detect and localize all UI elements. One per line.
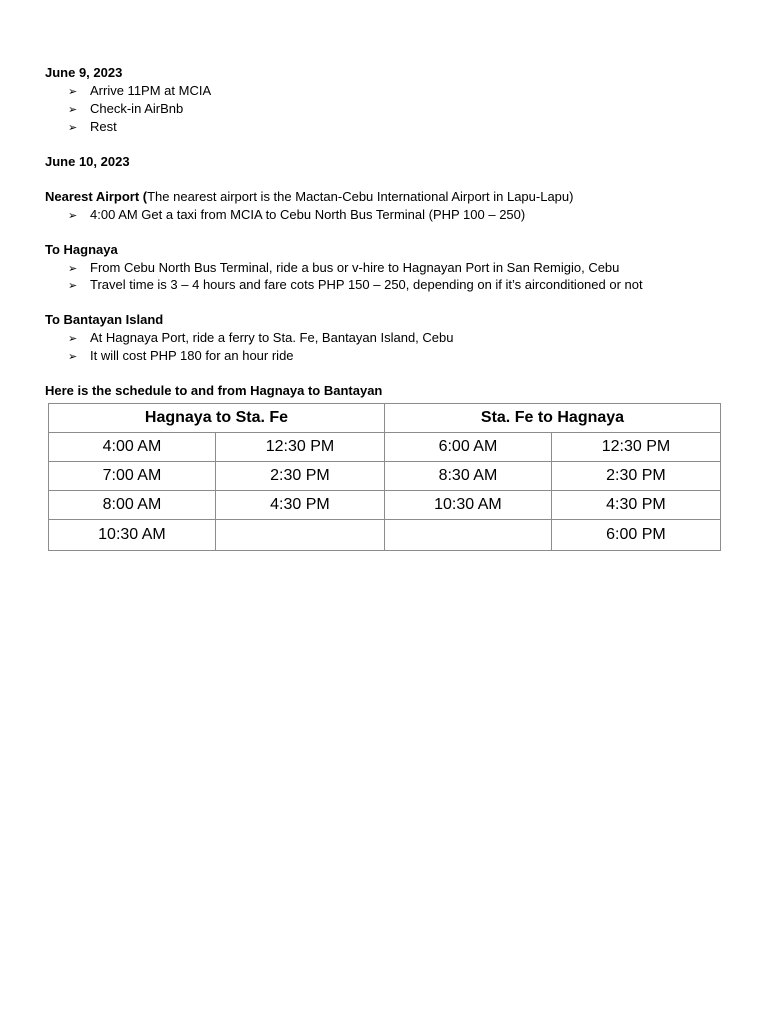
table-cell: 6:00 PM (551, 520, 720, 551)
table-cell: 7:00 AM (49, 462, 216, 491)
list-item (68, 82, 211, 101)
table-row (49, 462, 721, 491)
arrow-bullet-icon: ➢ (68, 86, 78, 98)
arrow-bullet-icon: ➢ (68, 104, 78, 116)
list-item (68, 347, 294, 366)
section-heading-to-hagnaya: To Hagnaya (45, 242, 118, 257)
table-cell: 4:00 AM (49, 433, 216, 462)
section-heading-label: Nearest Airport ( (45, 189, 148, 204)
schedule-intro: Here is the schedule to and from Hagnaya to Bantayan (45, 383, 383, 398)
header-sta-fe-to-hagnaya: Sta. Fe to Hagnaya (384, 404, 720, 433)
list-item-text: It will cost PHP 180 for an hour ride (90, 348, 294, 363)
arrow-bullet-icon: ➢ (68, 210, 78, 222)
table-cell: 10:30 AM (49, 520, 216, 551)
list-item (68, 118, 117, 137)
list-item (68, 276, 643, 295)
arrow-bullet-icon: ➢ (68, 122, 78, 134)
list-item (68, 100, 183, 119)
header-hagnaya-to-sta-fe: Hagnaya to Sta. Fe (49, 404, 385, 433)
table-cell: 12:30 PM (215, 433, 384, 462)
table-cell: 4:30 PM (215, 491, 384, 520)
table-cell: 2:30 PM (551, 462, 720, 491)
list-item-text: Travel time is 3 – 4 hours and fare cots PHP 150 – 250, depending on if it’s airconditioned or not (90, 277, 643, 292)
list-item-text: At Hagnaya Port, ride a ferry to Sta. Fe, Bantayan Island, Cebu (90, 330, 454, 345)
section-heading-to-bantayan: To Bantayan Island (45, 312, 164, 327)
list-item-text: 4:00 AM Get a taxi from MCIA to Cebu North Bus Terminal (PHP 100 – 250) (90, 207, 526, 222)
ferry-schedule-table (48, 403, 721, 551)
arrow-bullet-icon: ➢ (68, 263, 78, 275)
list-item-text: Rest (90, 119, 117, 134)
list-item-text: Check-in AirBnb (90, 101, 184, 116)
arrow-bullet-icon: ➢ (68, 333, 78, 345)
list-item-text: Arrive 11PM at MCIA (90, 83, 212, 98)
table-cell: 8:00 AM (49, 491, 216, 520)
section-heading-nearest-airport (45, 188, 573, 205)
table-cell: 4:30 PM (551, 491, 720, 520)
list-item (68, 206, 525, 225)
table-header-row (49, 404, 721, 433)
list-item (68, 329, 453, 348)
table-cell (384, 520, 551, 551)
section-heading-description: The nearest airport is the Mactan-Cebu International Airport in Lapu-Lapu) (147, 189, 574, 204)
table-cell: 6:00 AM (384, 433, 551, 462)
date-heading-june-10: June 10, 2023 (45, 154, 130, 169)
table-cell: 2:30 PM (215, 462, 384, 491)
table-row (49, 491, 721, 520)
table-cell: 10:30 AM (384, 491, 551, 520)
arrow-bullet-icon: ➢ (68, 280, 78, 292)
table-cell (215, 520, 384, 551)
arrow-bullet-icon: ➢ (68, 351, 78, 363)
table-cell: 12:30 PM (551, 433, 720, 462)
table-row (49, 520, 721, 551)
list-item-text: From Cebu North Bus Terminal, ride a bus or v-hire to Hagnayan Port in San Remigio, Cebu (90, 260, 620, 275)
table-row (49, 433, 721, 462)
table-cell: 8:30 AM (384, 462, 551, 491)
date-heading-june-9: June 9, 2023 (45, 65, 123, 80)
